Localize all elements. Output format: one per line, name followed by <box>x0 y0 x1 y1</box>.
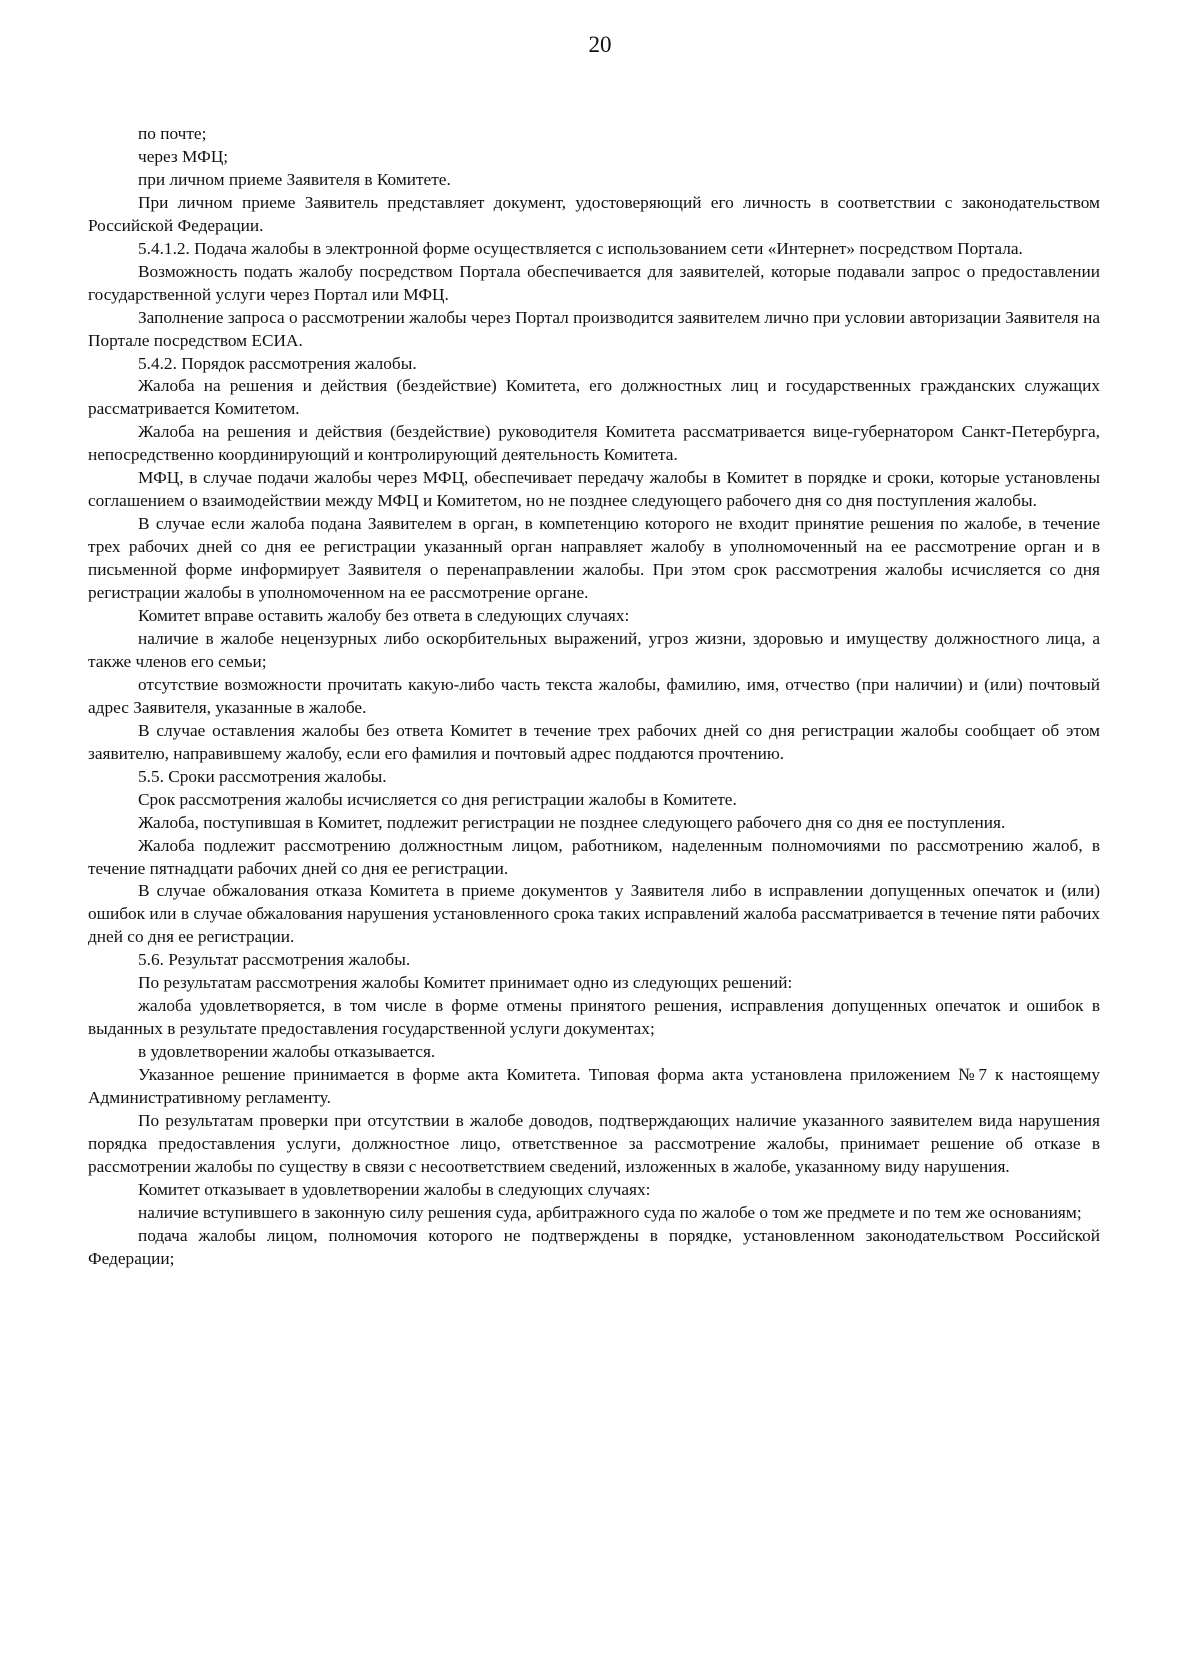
page-number: 20 <box>588 32 612 57</box>
paragraph: по почте; <box>138 124 207 143</box>
paragraph: отсутствие возможности прочитать какую-либо часть текста жалобы, фамилию, имя, отчество (при наличии) и (или) почтовый адрес Заявителя, указанные в жалобе. <box>88 674 1100 717</box>
paragraph: Жалоба на решения и действия (бездействие) руководителя Комитета рассматривается вице-губернатором Санкт-Петербурга, непосредственно координирующий и контролирующий деятельность Комитета. <box>88 422 1100 465</box>
paragraph: Жалоба на решения и действия (бездействие) Комитета, его должностных лиц и государственных гражданских служащих рассматривается Комитетом. <box>88 376 1100 419</box>
paragraph: Комитет вправе оставить жалобу без ответа в следующих случаях: <box>138 606 630 626</box>
paragraph: Жалоба, поступившая в Комитет, подлежит регистрации не позднее следующего рабочего дня со дня ее поступления. <box>138 812 1006 832</box>
paragraph: Указанное решение принимается в форме акта Комитета. Типовая форма акта установлена приложением №7 к настоящему Административному регламенту. <box>88 1065 1100 1108</box>
paragraph: МФЦ, в случае подачи жалобы через МФЦ, обеспечивает передачу жалобы в Комитет в порядке и сроки, которые установлены соглашением о взаимодействии между МФЦ и Комитетом, но не позднее следующего рабочего дня со дня поступления жалобы. <box>88 468 1100 511</box>
section-heading: 5.5. Сроки рассмотрения жалобы. <box>138 766 387 786</box>
paragraph: Срок рассмотрения жалобы исчисляется со дня регистрации жалобы в Комитете. <box>138 789 737 809</box>
paragraph: 5.4.1.2. Подача жалобы в электронной форме осуществляется с использованием сети «Интернет» посредством Портала. <box>138 238 1023 258</box>
paragraph: По результатам рассмотрения жалобы Комитет принимает одно из следующих решений: <box>138 973 793 993</box>
document-body <box>88 123 1100 1271</box>
paragraph: По результатам проверки при отсутствии в жалобе доводов, подтверждающих наличие указанного заявителем вида нарушения порядка предоставления услуги, должностное лицо, ответственное за рассмотрение жалобы, принимает решение об отказе в рассмотрении жалобы по существу в связи с несоответствием сведений, изложенных в жалобе, указанному виду нарушения. <box>88 1110 1100 1176</box>
section-heading: 5.6. Результат рассмотрения жалобы. <box>138 950 411 970</box>
paragraph: в удовлетворении жалобы отказывается. <box>138 1042 436 1062</box>
paragraph: Жалоба подлежит рассмотрению должностным лицом, работником, наделенным полномочиями по рассмотрению жалоб, в течение пятнадцати рабочих дней со дня ее регистрации. <box>88 835 1100 878</box>
paragraph: жалоба удовлетворяется, в том числе в форме отмены принятого решения, исправления допущенных опечаток и ошибок в выданных в результате предоставления государственной услуги документах; <box>88 996 1100 1039</box>
paragraph: В случае оставления жалобы без ответа Комитет в течение трех рабочих дней со дня регистрации жалобы сообщает об этом заявителю, направившему жалобу, если его фамилия и почтовый адрес поддаются прочтению. <box>88 720 1100 763</box>
section-heading: 5.4.2. Порядок рассмотрения жалобы. <box>138 353 417 373</box>
paragraph: При личном приеме Заявитель представляет документ, удостоверяющий его личность в соответствии с законодательством Российской Федерации. <box>88 192 1100 235</box>
paragraph: Комитет отказывает в удовлетворении жалобы в следующих случаях: <box>138 1179 651 1199</box>
paragraph: подача жалобы лицом, полномочия которого не подтверждены в порядке, установленном законодательством Российской Федерации; <box>88 1225 1100 1268</box>
paragraph: при личном приеме Заявителя в Комитете. <box>138 169 451 189</box>
paragraph: наличие вступившего в законную силу решения суда, арбитражного суда по жалобе о том же предмете и по тем же основаниям; <box>138 1202 1082 1222</box>
paragraph: Возможность подать жалобу посредством Портала обеспечивается для заявителей, которые подавали запрос о предоставлении государственной услуги через Портал или МФЦ. <box>88 261 1100 304</box>
paragraph: Заполнение запроса о рассмотрении жалобы через Портал производится заявителем лично при условии авторизации Заявителя на Портале посредством ЕСИА. <box>88 307 1100 350</box>
paragraph: наличие в жалобе нецензурных либо оскорбительных выражений, угроз жизни, здоровью и имуществу должностного лица, а также членов его семьи; <box>88 628 1100 671</box>
paragraph: В случае если жалоба подана Заявителем в орган, в компетенцию которого не входит принятие решения по жалобе, в течение трех рабочих дней со дня ее регистрации указанный орган направляет жалобу в уполномоченный на ее рассмотрение орган и в письменной форме информирует Заявителя о перенаправлении жалобы. При этом срок рассмотрения жалобы исчисляется со дня регистрации жалобы в уполномоченном на ее рассмотрение органе. <box>88 514 1100 603</box>
paragraph: В случае обжалования отказа Комитета в приеме документов у Заявителя либо в исправлении допущенных опечаток и (или) ошибок или в случае обжалования нарушения установленного срока таких исправлений жалоба рассматривается в течение пяти рабочих дней со дня ее регистрации. <box>88 881 1100 947</box>
paragraph: через МФЦ; <box>138 146 229 166</box>
